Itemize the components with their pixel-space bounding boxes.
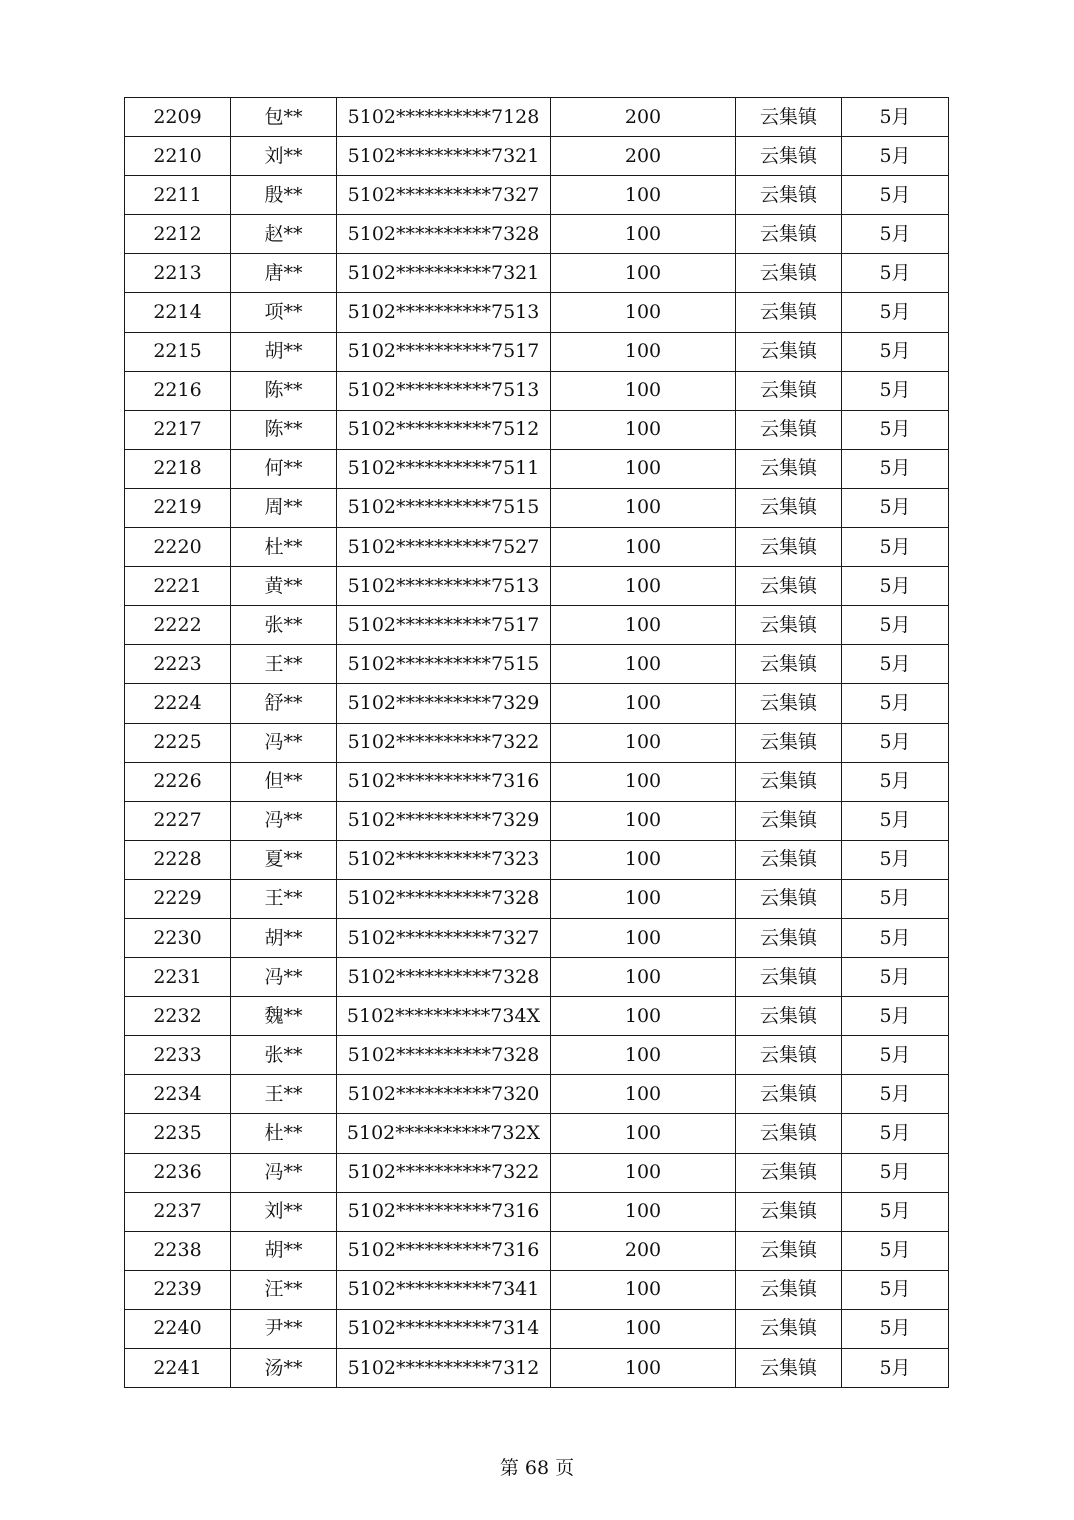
cell-id-number: 5102**********7328	[337, 958, 551, 997]
cell-serial-number: 2218	[125, 449, 231, 488]
cell-id-number: 5102**********7329	[337, 684, 551, 723]
table-row	[125, 958, 949, 997]
cell-name: 胡**	[231, 1231, 337, 1270]
cell-id-number: 5102**********7316	[337, 762, 551, 801]
cell-amount: 100	[551, 567, 736, 606]
cell-amount: 100	[551, 645, 736, 684]
table-row	[125, 1114, 949, 1153]
cell-name: 刘**	[231, 1192, 337, 1231]
cell-amount: 100	[551, 254, 736, 293]
cell-serial-number: 2219	[125, 488, 231, 527]
cell-town: 云集镇	[736, 332, 842, 371]
cell-amount: 100	[551, 176, 736, 215]
cell-amount: 100	[551, 1114, 736, 1153]
cell-town: 云集镇	[736, 645, 842, 684]
cell-serial-number: 2209	[125, 98, 231, 137]
cell-amount: 100	[551, 684, 736, 723]
cell-town: 云集镇	[736, 98, 842, 137]
cell-name: 王**	[231, 1075, 337, 1114]
cell-month: 5月	[842, 1270, 949, 1309]
cell-amount: 100	[551, 332, 736, 371]
cell-id-number: 5102**********7327	[337, 176, 551, 215]
table-row	[125, 254, 949, 293]
cell-month: 5月	[842, 371, 949, 410]
cell-serial-number: 2235	[125, 1114, 231, 1153]
cell-id-number: 5102**********7513	[337, 293, 551, 332]
page-number: 第 68 页	[499, 1457, 575, 1479]
cell-name: 杜**	[231, 528, 337, 567]
cell-town: 云集镇	[736, 1192, 842, 1231]
cell-amount: 100	[551, 879, 736, 918]
cell-amount: 100	[551, 410, 736, 449]
cell-serial-number: 2214	[125, 293, 231, 332]
cell-serial-number: 2216	[125, 371, 231, 410]
table-row	[125, 332, 949, 371]
cell-amount: 100	[551, 762, 736, 801]
cell-month: 5月	[842, 1114, 949, 1153]
cell-town: 云集镇	[736, 1231, 842, 1270]
cell-serial-number: 2225	[125, 723, 231, 762]
cell-town: 云集镇	[736, 371, 842, 410]
cell-name: 黄**	[231, 567, 337, 606]
cell-town: 云集镇	[736, 723, 842, 762]
cell-serial-number: 2211	[125, 176, 231, 215]
cell-name: 陈**	[231, 410, 337, 449]
cell-name: 杜**	[231, 1114, 337, 1153]
cell-amount: 100	[551, 215, 736, 254]
cell-serial-number: 2238	[125, 1231, 231, 1270]
cell-month: 5月	[842, 1309, 949, 1348]
cell-amount: 100	[551, 1036, 736, 1075]
cell-month: 5月	[842, 254, 949, 293]
cell-month: 5月	[842, 293, 949, 332]
table-row	[125, 137, 949, 176]
cell-month: 5月	[842, 1192, 949, 1231]
cell-serial-number: 2217	[125, 410, 231, 449]
cell-serial-number: 2221	[125, 567, 231, 606]
cell-name: 汤**	[231, 1349, 337, 1388]
cell-name: 冯**	[231, 723, 337, 762]
table-row	[125, 1309, 949, 1348]
cell-amount: 100	[551, 1153, 736, 1192]
cell-town: 云集镇	[736, 293, 842, 332]
cell-month: 5月	[842, 997, 949, 1036]
cell-id-number: 5102**********7511	[337, 449, 551, 488]
cell-month: 5月	[842, 801, 949, 840]
cell-serial-number: 2236	[125, 1153, 231, 1192]
cell-serial-number: 2226	[125, 762, 231, 801]
cell-name: 唐**	[231, 254, 337, 293]
cell-town: 云集镇	[736, 528, 842, 567]
cell-id-number: 5102**********7341	[337, 1270, 551, 1309]
cell-town: 云集镇	[736, 449, 842, 488]
cell-name: 何**	[231, 449, 337, 488]
cell-amount: 100	[551, 723, 736, 762]
table-row	[125, 879, 949, 918]
cell-serial-number: 2224	[125, 684, 231, 723]
cell-month: 5月	[842, 528, 949, 567]
cell-name: 胡**	[231, 918, 337, 957]
cell-month: 5月	[842, 762, 949, 801]
cell-id-number: 5102**********7513	[337, 371, 551, 410]
cell-amount: 100	[551, 801, 736, 840]
cell-town: 云集镇	[736, 567, 842, 606]
cell-amount: 200	[551, 98, 736, 137]
cell-id-number: 5102**********7322	[337, 1153, 551, 1192]
cell-name: 魏**	[231, 997, 337, 1036]
cell-id-number: 5102**********7128	[337, 98, 551, 137]
cell-town: 云集镇	[736, 1036, 842, 1075]
cell-month: 5月	[842, 1349, 949, 1388]
cell-id-number: 5102**********732X	[337, 1114, 551, 1153]
cell-serial-number: 2234	[125, 1075, 231, 1114]
cell-id-number: 5102**********7316	[337, 1231, 551, 1270]
cell-name: 夏**	[231, 840, 337, 879]
cell-month: 5月	[842, 606, 949, 645]
table-row	[125, 840, 949, 879]
table-row	[125, 371, 949, 410]
table-row	[125, 98, 949, 137]
cell-name: 陈**	[231, 371, 337, 410]
cell-serial-number: 2232	[125, 997, 231, 1036]
table-row	[125, 1153, 949, 1192]
cell-name: 张**	[231, 606, 337, 645]
cell-serial-number: 2233	[125, 1036, 231, 1075]
cell-serial-number: 2222	[125, 606, 231, 645]
cell-town: 云集镇	[736, 1270, 842, 1309]
cell-id-number: 5102**********7512	[337, 410, 551, 449]
cell-town: 云集镇	[736, 1153, 842, 1192]
cell-month: 5月	[842, 645, 949, 684]
cell-amount: 100	[551, 449, 736, 488]
cell-name: 赵**	[231, 215, 337, 254]
cell-amount: 100	[551, 528, 736, 567]
cell-amount: 100	[551, 1192, 736, 1231]
cell-serial-number: 2230	[125, 918, 231, 957]
table-row	[125, 176, 949, 215]
table-row	[125, 762, 949, 801]
cell-name: 王**	[231, 879, 337, 918]
cell-town: 云集镇	[736, 1114, 842, 1153]
cell-month: 5月	[842, 958, 949, 997]
cell-month: 5月	[842, 840, 949, 879]
cell-name: 刘**	[231, 137, 337, 176]
cell-serial-number: 2237	[125, 1192, 231, 1231]
cell-id-number: 5102**********734X	[337, 997, 551, 1036]
cell-id-number: 5102**********7323	[337, 840, 551, 879]
table-row	[125, 723, 949, 762]
cell-id-number: 5102**********7329	[337, 801, 551, 840]
cell-town: 云集镇	[736, 1349, 842, 1388]
cell-serial-number: 2212	[125, 215, 231, 254]
table-row	[125, 1075, 949, 1114]
cell-month: 5月	[842, 1075, 949, 1114]
cell-id-number: 5102**********7321	[337, 254, 551, 293]
records-table-body	[125, 98, 949, 1388]
cell-id-number: 5102**********7320	[337, 1075, 551, 1114]
cell-amount: 200	[551, 1231, 736, 1270]
cell-id-number: 5102**********7328	[337, 879, 551, 918]
cell-amount: 100	[551, 958, 736, 997]
cell-name: 冯**	[231, 801, 337, 840]
cell-month: 5月	[842, 410, 949, 449]
cell-serial-number: 2220	[125, 528, 231, 567]
cell-month: 5月	[842, 488, 949, 527]
cell-town: 云集镇	[736, 410, 842, 449]
table-row	[125, 1192, 949, 1231]
cell-id-number: 5102**********7527	[337, 528, 551, 567]
cell-town: 云集镇	[736, 801, 842, 840]
cell-serial-number: 2231	[125, 958, 231, 997]
cell-serial-number: 2239	[125, 1270, 231, 1309]
cell-id-number: 5102**********7513	[337, 567, 551, 606]
cell-name: 胡**	[231, 332, 337, 371]
cell-id-number: 5102**********7322	[337, 723, 551, 762]
cell-name: 殷**	[231, 176, 337, 215]
cell-town: 云集镇	[736, 997, 842, 1036]
cell-town: 云集镇	[736, 684, 842, 723]
table-row	[125, 801, 949, 840]
cell-month: 5月	[842, 332, 949, 371]
cell-id-number: 5102**********7328	[337, 215, 551, 254]
table-row	[125, 918, 949, 957]
cell-serial-number: 2227	[125, 801, 231, 840]
cell-amount: 100	[551, 1309, 736, 1348]
cell-town: 云集镇	[736, 840, 842, 879]
cell-town: 云集镇	[736, 958, 842, 997]
table-row	[125, 1231, 949, 1270]
table-row	[125, 1036, 949, 1075]
cell-amount: 100	[551, 293, 736, 332]
cell-month: 5月	[842, 176, 949, 215]
cell-amount: 100	[551, 606, 736, 645]
cell-amount: 100	[551, 1270, 736, 1309]
cell-name: 王**	[231, 645, 337, 684]
cell-id-number: 5102**********7327	[337, 918, 551, 957]
cell-month: 5月	[842, 1036, 949, 1075]
cell-town: 云集镇	[736, 1309, 842, 1348]
table-row	[125, 410, 949, 449]
cell-id-number: 5102**********7515	[337, 488, 551, 527]
table-row	[125, 449, 949, 488]
cell-amount: 200	[551, 137, 736, 176]
table-row	[125, 606, 949, 645]
cell-id-number: 5102**********7314	[337, 1309, 551, 1348]
cell-id-number: 5102**********7515	[337, 645, 551, 684]
cell-amount: 100	[551, 488, 736, 527]
cell-id-number: 5102**********7321	[337, 137, 551, 176]
cell-month: 5月	[842, 1231, 949, 1270]
cell-town: 云集镇	[736, 488, 842, 527]
cell-town: 云集镇	[736, 1075, 842, 1114]
cell-month: 5月	[842, 879, 949, 918]
cell-amount: 100	[551, 1075, 736, 1114]
table-row	[125, 1270, 949, 1309]
cell-serial-number: 2241	[125, 1349, 231, 1388]
cell-town: 云集镇	[736, 254, 842, 293]
cell-month: 5月	[842, 1153, 949, 1192]
table-row	[125, 1349, 949, 1388]
cell-month: 5月	[842, 137, 949, 176]
cell-serial-number: 2210	[125, 137, 231, 176]
cell-serial-number: 2240	[125, 1309, 231, 1348]
cell-town: 云集镇	[736, 918, 842, 957]
cell-month: 5月	[842, 449, 949, 488]
cell-town: 云集镇	[736, 606, 842, 645]
table-row	[125, 215, 949, 254]
cell-serial-number: 2215	[125, 332, 231, 371]
cell-month: 5月	[842, 684, 949, 723]
cell-name: 舒**	[231, 684, 337, 723]
cell-amount: 100	[551, 918, 736, 957]
cell-amount: 100	[551, 840, 736, 879]
cell-id-number: 5102**********7517	[337, 606, 551, 645]
cell-id-number: 5102**********7517	[337, 332, 551, 371]
cell-month: 5月	[842, 215, 949, 254]
cell-month: 5月	[842, 723, 949, 762]
table-row	[125, 293, 949, 332]
cell-serial-number: 2213	[125, 254, 231, 293]
table-row	[125, 567, 949, 606]
cell-month: 5月	[842, 98, 949, 137]
table-row	[125, 488, 949, 527]
cell-name: 项**	[231, 293, 337, 332]
cell-name: 包**	[231, 98, 337, 137]
cell-id-number: 5102**********7312	[337, 1349, 551, 1388]
cell-town: 云集镇	[736, 137, 842, 176]
cell-name: 周**	[231, 488, 337, 527]
cell-name: 尹**	[231, 1309, 337, 1348]
cell-town: 云集镇	[736, 762, 842, 801]
cell-town: 云集镇	[736, 215, 842, 254]
table-row	[125, 684, 949, 723]
cell-name: 冯**	[231, 1153, 337, 1192]
cell-name: 张**	[231, 1036, 337, 1075]
table-row	[125, 645, 949, 684]
cell-name: 冯**	[231, 958, 337, 997]
cell-amount: 100	[551, 1349, 736, 1388]
cell-serial-number: 2229	[125, 879, 231, 918]
table-row	[125, 528, 949, 567]
cell-id-number: 5102**********7316	[337, 1192, 551, 1231]
cell-amount: 100	[551, 997, 736, 1036]
cell-name: 汪**	[231, 1270, 337, 1309]
cell-town: 云集镇	[736, 879, 842, 918]
cell-amount: 100	[551, 371, 736, 410]
cell-id-number: 5102**********7328	[337, 1036, 551, 1075]
cell-town: 云集镇	[736, 176, 842, 215]
table-row	[125, 997, 949, 1036]
cell-serial-number: 2228	[125, 840, 231, 879]
cell-month: 5月	[842, 918, 949, 957]
cell-month: 5月	[842, 567, 949, 606]
cell-name: 但**	[231, 762, 337, 801]
cell-serial-number: 2223	[125, 645, 231, 684]
records-table	[124, 97, 949, 1388]
